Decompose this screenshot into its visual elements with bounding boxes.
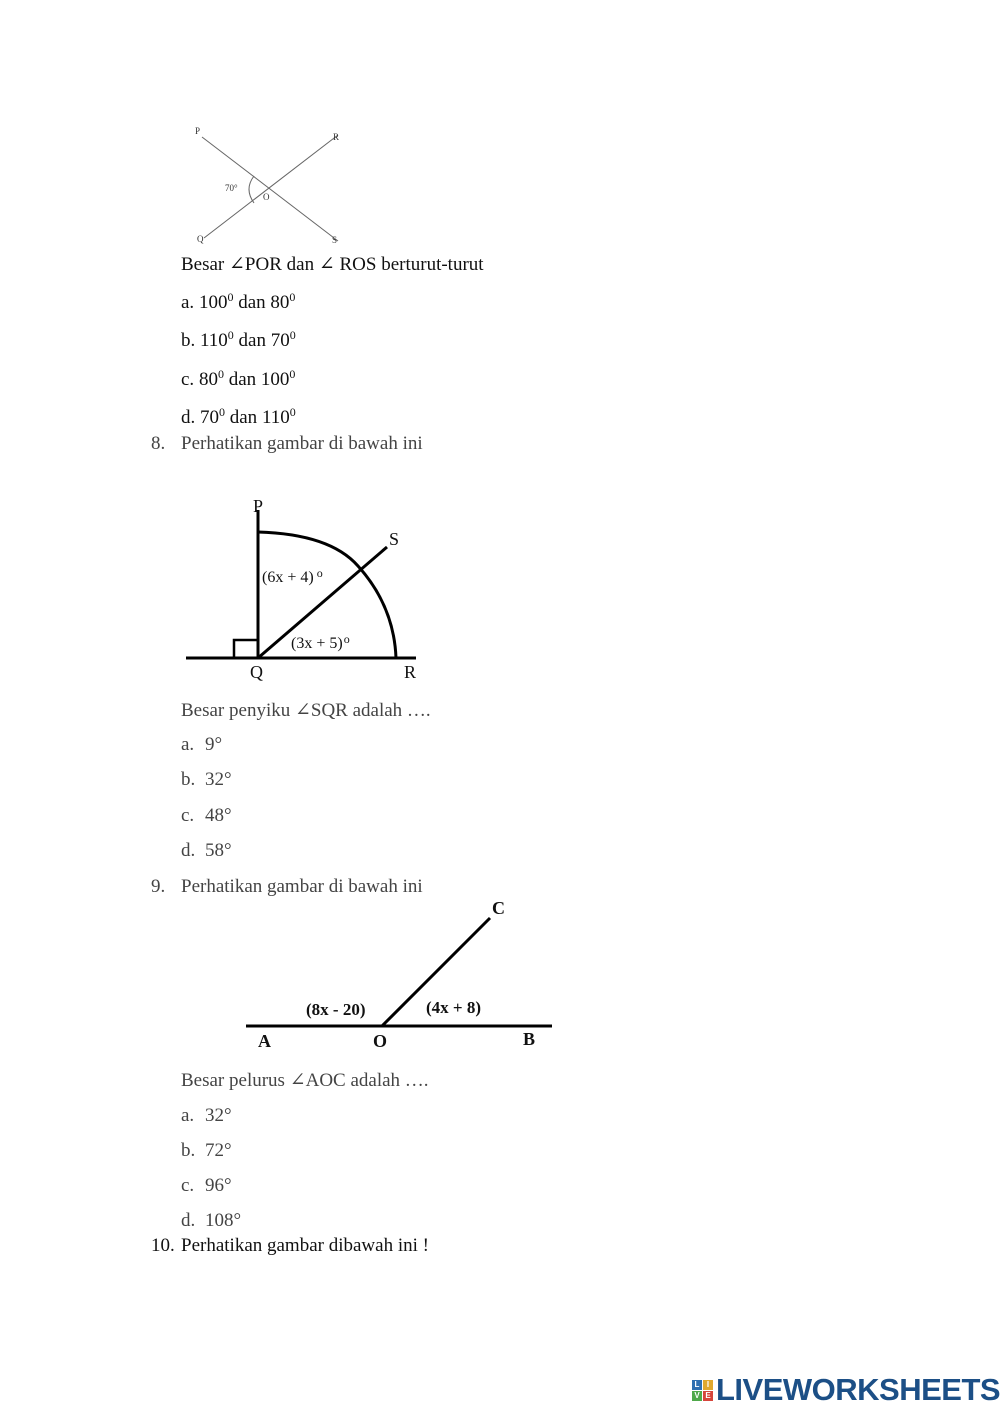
q9-label-angle-right: (4x + 8) [426,998,482,1017]
q9-label-b: B [523,1029,536,1049]
q8-option-a[interactable]: a. 9° [181,734,223,755]
q8-title: Perhatikan gambar di bawah ini [181,433,423,454]
q7-option-b[interactable]: b. $110^0$ dan $70^0$ [181,328,296,351]
q7-line-ps [202,137,338,241]
q7-label-s: S [332,235,338,245]
logo-grid-icon [692,1380,713,1401]
q9-label-o: O [373,1031,388,1051]
q9-option-d[interactable]: d. 108° [181,1210,242,1231]
q8-option-c[interactable]: c. 48° [181,805,232,826]
logo-text: LIVEWORKSHEETS [716,1372,1000,1407]
q7-question: Besar ∠POR dan ∠ ROS berturut-turut [181,254,484,275]
q7-label-p: P [195,126,201,136]
q8-label-p: P [253,496,264,516]
option-letter: a. [181,292,195,313]
q8-angle-top-expr: (6x + 4) [262,569,314,586]
q8-option-b[interactable]: b. 32° [181,769,232,790]
q9-option-a[interactable]: a. 32° [181,1105,232,1126]
logo-grid-l: L [692,1380,702,1390]
logo-grid-e: E [703,1391,713,1401]
q8-label-angle-top [262,566,323,586]
q8-figure [180,490,430,685]
q9-question: Besar pelurus ∠AOC adalah …. [181,1070,429,1091]
q8-label-angle-bottom [291,632,350,652]
q8-label-s: S [389,529,400,549]
q7-angle-arc [249,176,254,203]
q9-title: Perhatikan gambar di bawah ini [181,876,423,897]
q9-label-c: C [492,898,505,918]
logo-grid-v: V [692,1391,702,1401]
option-letter: d. [181,407,196,428]
q7-label-r: R [333,132,340,142]
q9-number: 9. [151,876,166,897]
q7-option-c[interactable]: c. $80^0$ dan $100^0$ [181,367,296,390]
option-letter: c. [181,369,195,390]
q8-angle-bottom-expr: (3x + 5) [291,635,343,652]
q7-label-angle: 70° [225,183,238,193]
q8-right-angle-mark [234,640,258,658]
q10-number: 10. [151,1235,175,1256]
q9-label-angle-left: (8x - 20) [306,1000,366,1019]
q8-label-r: R [404,662,417,682]
q7-label-o: O [263,192,270,202]
logo-grid-i: I [703,1380,713,1390]
q10-title: Perhatikan gambar dibawah ini ! [181,1235,429,1256]
q8-label-q: Q [250,662,263,682]
q8-question: Besar penyiku ∠SQR adalah …. [181,700,431,721]
q8-option-d[interactable]: d. 58° [181,840,232,861]
q8-angle-bottom-deg: o [343,632,350,646]
option-letter: b. [181,330,196,351]
q9-label-a: A [258,1031,271,1051]
liveworksheets-logo[interactable] [692,1374,1000,1406]
q9-option-c[interactable]: c. 96° [181,1175,232,1196]
q8-number: 8. [151,433,166,454]
q9-figure [240,893,560,1058]
q7-figure [190,120,360,250]
q7-label-q: Q [197,234,204,244]
q8-angle-top-deg: o [316,566,323,580]
q7-option-d[interactable]: d. $70^0$ dan $110^0$ [181,405,296,428]
q7-option-a[interactable]: a. $100^0$ dan $80^0$ [181,290,296,313]
q9-option-b[interactable]: b. 72° [181,1140,232,1161]
